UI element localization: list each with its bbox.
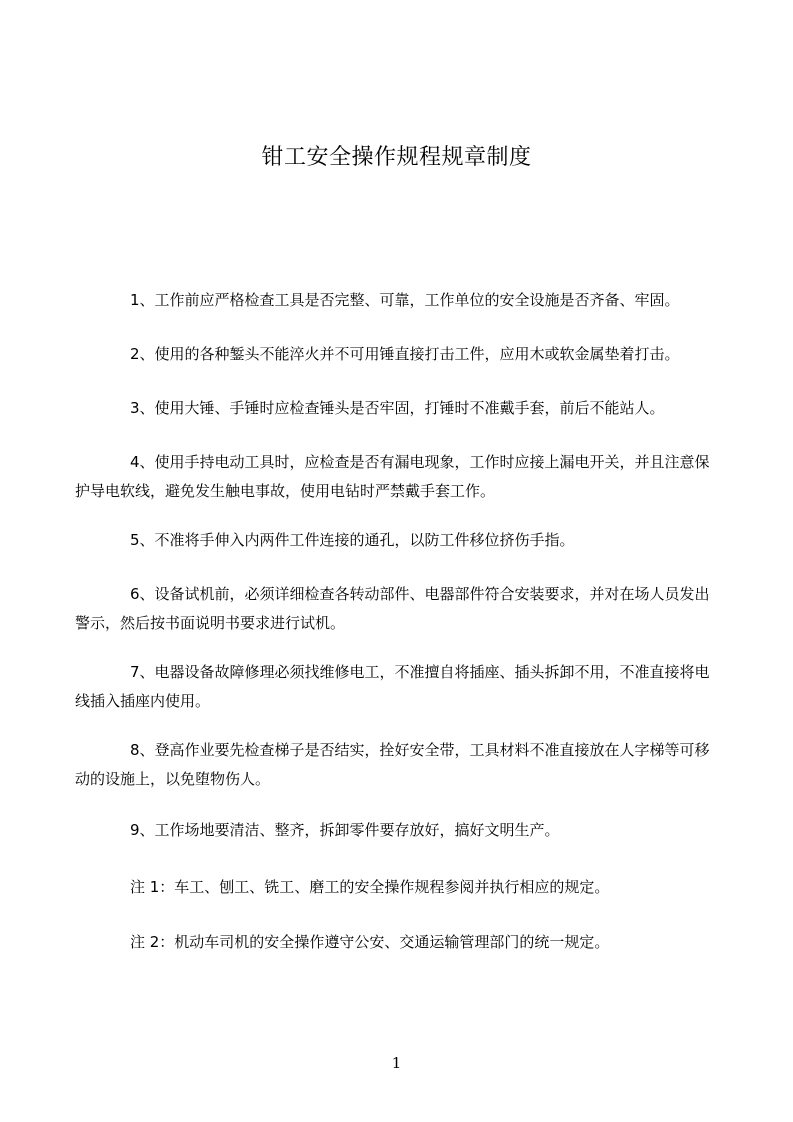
paragraph-9: 9、工作场地要清洁、整齐，拆卸零件要存放好，搞好文明生产。 bbox=[130, 821, 560, 839]
paragraph-6: 6、设备试机前，必须详细检查各转动部件、电器部件符合安装要求，并对在场人员发出警示，然后按书面说明书要求进行试机。 bbox=[75, 585, 710, 632]
document-title: 钳工安全操作规程规章制度 bbox=[261, 145, 532, 170]
paragraph-1: 1、工作前应严格检查工具是否完整、可靠，工作单位的安全设施是否齐备、牢固。 bbox=[130, 291, 680, 309]
page-number: 1 bbox=[391, 1054, 402, 1072]
paragraph-8: 8、登高作业要先检查梯子是否结实，拴好安全带，工具材料不准直接放在人字梯等可移动的设施上，以免堕物伤人。 bbox=[75, 741, 710, 788]
paragraph-7: 7、电器设备故障修理必须找维修电工，不准擅自将插座、插头拆卸不用，不准直接将电线插入插座内使用。 bbox=[75, 663, 710, 710]
note-1: 注 1：车工、刨工、铣工、磨工的安全操作规程参阅并执行相应的规定。 bbox=[130, 878, 610, 896]
note-2: 注 2：机动车司机的安全操作遵守公安、交通运输管理部门的统一规定。 bbox=[130, 933, 610, 951]
paragraph-4: 4、使用手持电动工具时，应检查是否有漏电现象，工作时应接上漏电开关，并且注意保护导电软线，避免发生触电事故，使用电钻时严禁戴手套工作。 bbox=[75, 453, 710, 500]
paragraph-2: 2、使用的各种錾头不能淬火并不可用锤直接打击工件，应用木或软金属垫着打击。 bbox=[130, 345, 680, 363]
paragraph-3: 3、使用大锤、手锤时应检查锤头是否牢固，打锤时不准戴手套，前后不能站人。 bbox=[130, 399, 665, 417]
paragraph-5: 5、不准将手伸入内两件工件连接的通孔，以防工件移位挤伤手指。 bbox=[130, 531, 575, 549]
